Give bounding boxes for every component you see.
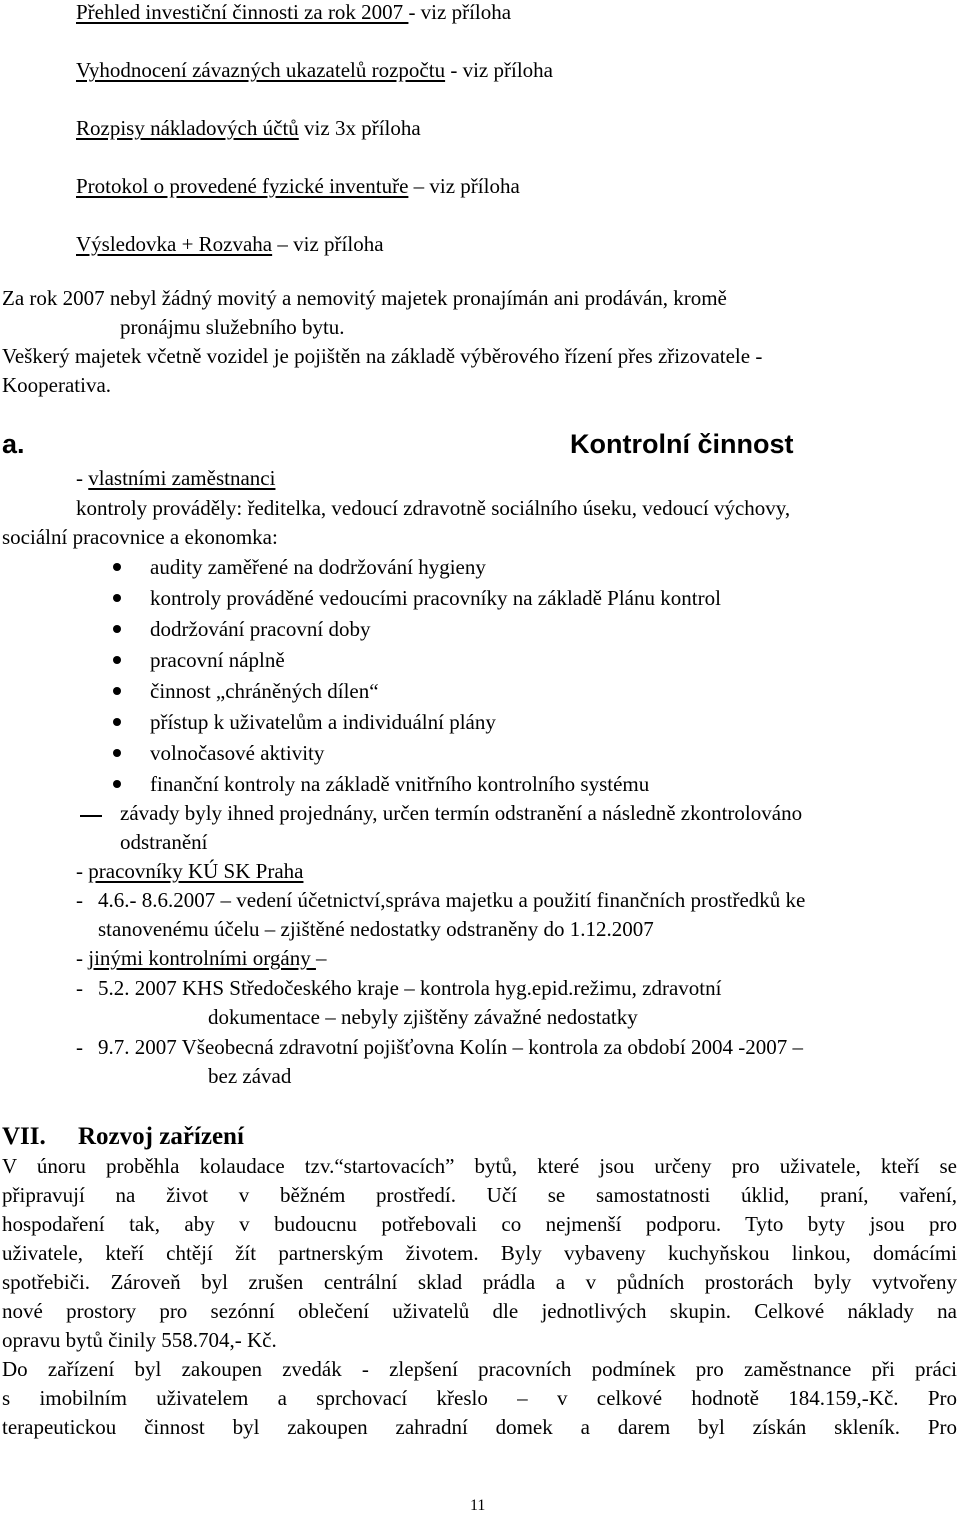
- ku-subheading: - pracovníky KÚ SK Praha: [76, 859, 304, 883]
- paragraph-line: hospodaření tak, aby v budoucnu potřebovali co nejmenší podporu. Tyto byty jsou pro: [2, 1212, 957, 1236]
- paragraph-line: uživatele, kteří chtějí žít partnerským životem. Byly vybaveny kuchyňskou linkou, domácími: [2, 1241, 957, 1265]
- staff-subheading: - vlastními zaměstnanci: [76, 466, 276, 490]
- section-letter: a.: [2, 429, 25, 459]
- list-item: audity zaměřené na dodržování hygieny: [150, 555, 486, 579]
- section-heading: Kontrolní činnost: [570, 429, 794, 459]
- equipment-paragraph: [2, 1355, 957, 1442]
- paragraph-line: nové prostory pro sezónní oblečení uživatelů dle jednotlivých skupin. Celkové náklady na: [2, 1299, 957, 1323]
- paragraph-line: s imobilním uživatelem a sprchovací křeslo – v celkové hodnotě 184.159,-Kč. Pro: [2, 1386, 957, 1410]
- list-item: pracovní náplně: [150, 648, 285, 672]
- other-item-line: 5.2. 2007 KHS Středočeského kraje – kontrola hyg.epid.režimu, zdravotní: [98, 976, 722, 1000]
- other-bodies-subheading: - jinými kontrolními orgány –: [76, 946, 327, 970]
- ku-item-line: 4.6.- 8.6.2007 – vedení účetnictví,správa majetku a použití finančních prostředků ke: [98, 888, 806, 912]
- defects-line: odstranění: [120, 830, 208, 854]
- development-paragraph: [2, 1152, 957, 1355]
- list-item: kontroly prováděné vedoucími pracovníky na základě Plánu kontrol: [150, 586, 721, 610]
- bullet-icon: [113, 749, 121, 757]
- attachment-investments: Přehled investiční činnosti za rok 2007 - viz příloha: [76, 0, 512, 24]
- bullet-icon: [113, 594, 121, 602]
- attachment-label: Přehled investiční činnosti za rok 2007: [76, 0, 409, 24]
- paragraph-line: V únoru proběhla kolaudace tzv.“startovacích” bytů, které jsou určeny pro uživatele, kteří se: [2, 1154, 957, 1178]
- bullet-icon: [113, 656, 121, 664]
- paragraph-line: terapeutickou činnost byl zakoupen zahradní domek a darem byl získán skleník. Pro: [2, 1415, 957, 1439]
- dash-icon: [80, 815, 102, 817]
- bullet-icon: [113, 718, 121, 726]
- page-number: 11: [470, 1497, 486, 1514]
- paragraph-line: spotřebiči. Zároveň byl zrušen centrální sklad prádla a v půdních prostorách byly vytvořeny: [2, 1270, 957, 1294]
- section-title: Rozvoj zařízení: [78, 1123, 244, 1150]
- paragraph-line: Do zařízení byl zakoupen zvedák - zlepšení pracovních podmínek pro zaměstnance při práci: [2, 1357, 957, 1381]
- bullet-icon: [113, 687, 121, 695]
- ku-item-line: stanovenému účelu – zjištěné nedostatky odstraněny do 1.12.2007: [98, 917, 654, 941]
- attachment-budget-indicators: Vyhodnocení závazných ukazatelů rozpočtu - viz příloha: [76, 58, 553, 82]
- attachment-balance-sheet: Výsledovka + Rozvaha – viz příloha: [76, 232, 384, 256]
- paragraph-line: opravu bytů činily 558.704,- Kč.: [2, 1328, 277, 1352]
- bullet-icon: [113, 563, 121, 571]
- other-item-dash: -: [76, 976, 83, 1000]
- ku-item-dash: -: [76, 888, 83, 912]
- other-item-line: bez závad: [208, 1064, 292, 1088]
- attachment-cost-accounts: Rozpisy nákladových účtů viz 3x příloha: [76, 116, 421, 140]
- attachment-label: Rozpisy nákladových účtů: [76, 116, 299, 140]
- attachment-inventory-protocol: Protokol o provedené fyzické inventuře – viz příloha: [76, 174, 520, 198]
- list-item: volnočasové aktivity: [150, 741, 325, 765]
- list-item: činnost „chráněných dílen“: [150, 679, 379, 703]
- control-intro-line: kontroly prováděly: ředitelka, vedoucí zdravotně sociálního úseku, vedoucí výchovy,: [76, 496, 791, 520]
- attachment-label: Vyhodnocení závazných ukazatelů rozpočtu: [76, 58, 446, 82]
- bullet-icon: [113, 625, 121, 633]
- defects-line: závady byly ihned projednány, určen termín odstranění a následně zkontrolováno: [120, 801, 803, 825]
- attachment-label: Protokol o provedené fyzické inventuře: [76, 174, 409, 198]
- other-item-line: 9.7. 2007 Všeobecná zdravotní pojišťovna Kolín – kontrola za období 2004 -2007 –: [98, 1035, 803, 1059]
- bullet-icon: [113, 780, 121, 788]
- other-item-dash: -: [76, 1035, 83, 1059]
- control-intro-line: sociální pracovnice a ekonomka:: [2, 525, 278, 549]
- property-text-line: Veškerý majetek včetně vozidel je pojištěn na základě výběrového řízení přes zřizovatele -: [2, 344, 763, 368]
- list-item: přístup k uživatelům a individuální plány: [150, 710, 496, 734]
- list-item: dodržování pracovní doby: [150, 617, 371, 641]
- list-item: finanční kontroly na základě vnitřního kontrolního systému: [150, 772, 650, 796]
- property-text-line: pronájmu služebního bytu.: [120, 315, 345, 339]
- other-item-line: dokumentace – nebyly zjištěny závažné nedostatky: [208, 1005, 638, 1029]
- property-text-line: Za rok 2007 nebyl žádný movitý a nemovitý majetek pronajímán ani prodáván, kromě: [2, 286, 727, 310]
- attachment-label: Výsledovka + Rozvaha: [76, 232, 273, 256]
- property-text-line: Kooperativa.: [2, 373, 112, 397]
- paragraph-line: připravují na život v běžném prostředí. Učí se samostatnosti úklid, praní, vaření,: [2, 1183, 957, 1207]
- section-number: VII.: [2, 1123, 46, 1150]
